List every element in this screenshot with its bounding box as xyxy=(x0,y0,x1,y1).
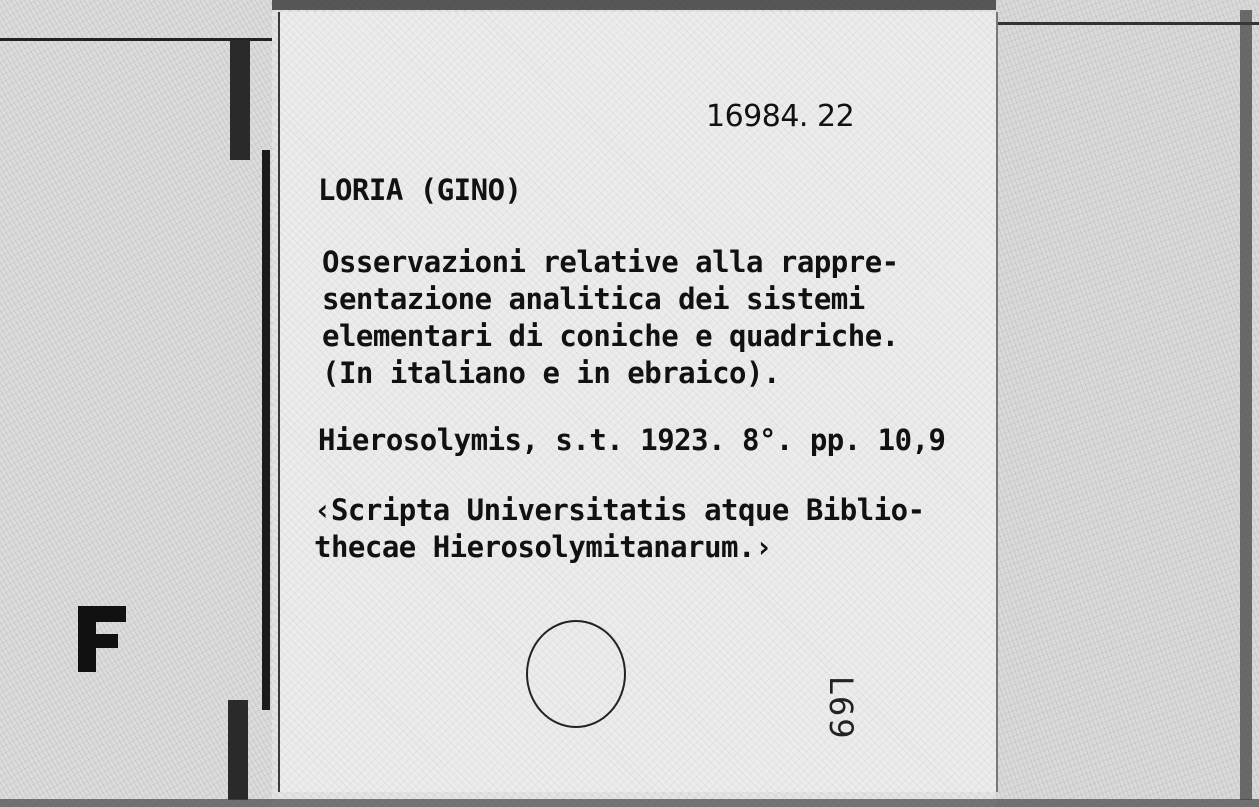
punch-hole-circle xyxy=(526,620,626,728)
left-binding-shadow-top xyxy=(230,40,250,160)
series-line: thecae Hierosolymitanarum.› xyxy=(314,530,772,564)
bottom-scan-edge xyxy=(0,799,1259,807)
series-note xyxy=(314,492,925,566)
right-binding-edge xyxy=(1240,10,1252,800)
title-line: Osservazioni relative alla rappre- xyxy=(322,245,899,279)
imprint-line: Hierosolymis, s.t. 1923. 8°. pp. 10,9 xyxy=(318,423,946,457)
margin-marker-f xyxy=(78,606,126,672)
call-number: 16984. 22 xyxy=(706,99,855,134)
catalog-card xyxy=(278,12,998,792)
right-top-rule xyxy=(996,22,1259,25)
title-line: elementari di coniche e quadriche. xyxy=(322,319,899,353)
title-block xyxy=(322,244,899,392)
title-line: (In italiano e in ebraico). xyxy=(322,356,780,390)
title-line: sentazione analitica dei sistemi xyxy=(322,282,865,316)
left-binding-edge xyxy=(262,150,270,710)
side-stamp-number: L69 xyxy=(822,676,860,741)
right-adjacent-card xyxy=(996,0,1259,807)
series-line: ‹Scripta Universitatis atque Biblio- xyxy=(314,493,925,527)
author-heading: LORIA (GINO) xyxy=(318,173,522,207)
left-binding-shadow-bottom xyxy=(228,700,248,800)
